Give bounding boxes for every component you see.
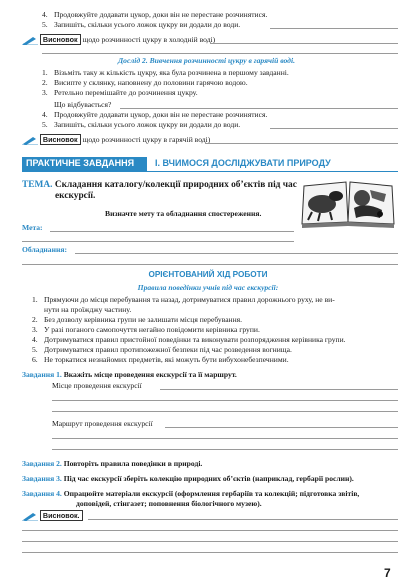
answer-line[interactable] xyxy=(22,541,398,542)
list-item: 5. Дотримуватися правил протипожежної безпеки під час розведення вогнища. xyxy=(32,345,292,354)
rules-title: Правила поведінки учнів під час екскурсії: xyxy=(137,283,279,292)
list-item: 2. Без дозволу керівника групи не залишати місця перебування. xyxy=(32,315,243,324)
route-label: Маршрут проведення екскурсії xyxy=(52,419,153,428)
equipment-label: Обладнання: xyxy=(22,245,67,254)
answer-line[interactable] xyxy=(22,530,398,531)
pencil-icon xyxy=(22,511,38,521)
experiment-2-title: Дослід 2. Вивчення розчинності цукру в гарячій воді. xyxy=(118,56,295,65)
book-illustration xyxy=(300,176,396,230)
theme: ТЕМА. Складання каталогу/колекції природних об’єктів під час xyxy=(22,180,297,190)
answer-line[interactable] xyxy=(120,108,398,109)
practical-title: I. ВЧИМОСЯ ДОСЛІДЖУВАТИ ПРИРОДУ xyxy=(155,158,331,168)
conclusion-1: Висновок щодо розчинності цукру в холодній воді) xyxy=(22,34,215,45)
answer-line[interactable] xyxy=(75,253,398,254)
theme-text-2: екскурсії. xyxy=(55,191,96,201)
list-item: 1. Візьміть таку ж кількість цукру, яка була розчинена в першому завданні. xyxy=(42,68,289,77)
task-4: Завдання 4. Опрацюйте матеріали екскурсії (оформлення гербаріїв та колекцій; підготовка звітів, xyxy=(22,489,360,498)
answer-line[interactable] xyxy=(22,264,398,265)
theme-label: ТЕМА. xyxy=(22,180,53,190)
answer-line[interactable] xyxy=(50,231,294,232)
goal-instruction: Визначте мету та обладнання спостереження. xyxy=(105,209,262,218)
answer-line[interactable] xyxy=(22,241,294,242)
practical-tab: ПРАКТИЧНЕ ЗАВДАННЯ xyxy=(22,157,147,171)
answer-line[interactable] xyxy=(270,128,398,129)
procedure-title: ОРІЄНТОВАНИЙ ХІД РОБОТИ xyxy=(148,270,268,279)
list-item: нути на проїжджу частину. xyxy=(44,305,132,314)
list-item: 3. У разі поганого самопочуття негайно повідомити керівника групи. xyxy=(32,325,260,334)
practical-header xyxy=(22,157,398,172)
goal-label: Мета: xyxy=(22,223,43,232)
answer-line[interactable] xyxy=(270,28,398,29)
task-3: Завдання 3. Під час екскурсії зберіть колекцію природних об’єктів (наприклад, гербарії рослин). xyxy=(22,474,354,483)
answer-line[interactable] xyxy=(22,552,398,553)
list-item: 4. Продовжуйте додавати цукор, доки він не перестане розчинятися. xyxy=(42,10,268,19)
answer-line[interactable] xyxy=(205,143,398,144)
answer-line[interactable] xyxy=(52,449,398,450)
page-number: 7 xyxy=(384,566,391,580)
list-item: 1. Прямуючи до місця перебування та назад, дотримуватися правил дорожнього руху, не ви- xyxy=(32,295,335,304)
place-label: Місце проведення екскурсії xyxy=(52,381,142,390)
list-item: 6. Не торкатися незнайомих предметів, які можуть бути вибухонебезпечними. xyxy=(32,355,289,364)
task-2: Завдання 2. Повторіть правила поведінки в природі. xyxy=(22,459,203,468)
answer-line[interactable] xyxy=(52,438,398,439)
answer-line[interactable] xyxy=(42,53,398,54)
conclusion-label: Висновок xyxy=(40,134,81,145)
answer-line[interactable] xyxy=(210,43,398,44)
pencil-icon xyxy=(22,35,38,45)
final-conclusion xyxy=(22,510,83,521)
list-item: 2. Висипте у склянку, наповнену до половини гарячою водою. xyxy=(42,78,248,87)
answer-line[interactable] xyxy=(52,411,398,412)
list-item: 5. Запишіть, скільки усього ложок цукру ви додали до води. xyxy=(42,120,241,129)
list-item: 4. Продовжуйте додавати цукор, доки він не перестане розчинятися. xyxy=(42,110,268,119)
answer-line[interactable] xyxy=(52,400,398,401)
answer-line[interactable] xyxy=(88,519,398,520)
conclusion-2: Висновок щодо розчинності цукру в гарячій воді) xyxy=(22,134,210,145)
list-item: Що відбувається? xyxy=(54,100,112,109)
pencil-icon xyxy=(22,135,38,145)
answer-line[interactable] xyxy=(160,389,398,390)
task-1: Завдання 1. Вкажіть місце проведення екскурсії та її маршрут. xyxy=(22,370,237,379)
list-item: 3. Ретельно перемішайте до розчинення цукру. xyxy=(42,88,198,97)
task-4-line-2: доповідей, стінгазет; поповнення біологічного музею). xyxy=(76,499,262,508)
list-item: 4. Дотримуватися правил пристойної поведінки та виконувати розпорядження керівника групи. xyxy=(32,335,346,344)
conclusion-label: Висновок xyxy=(40,34,81,45)
conclusion-label: Висновок. xyxy=(40,510,83,521)
answer-line[interactable] xyxy=(165,427,398,428)
list-item: 5. Запишіть, скільки усього ложок цукру ви додали до води. xyxy=(42,20,241,29)
